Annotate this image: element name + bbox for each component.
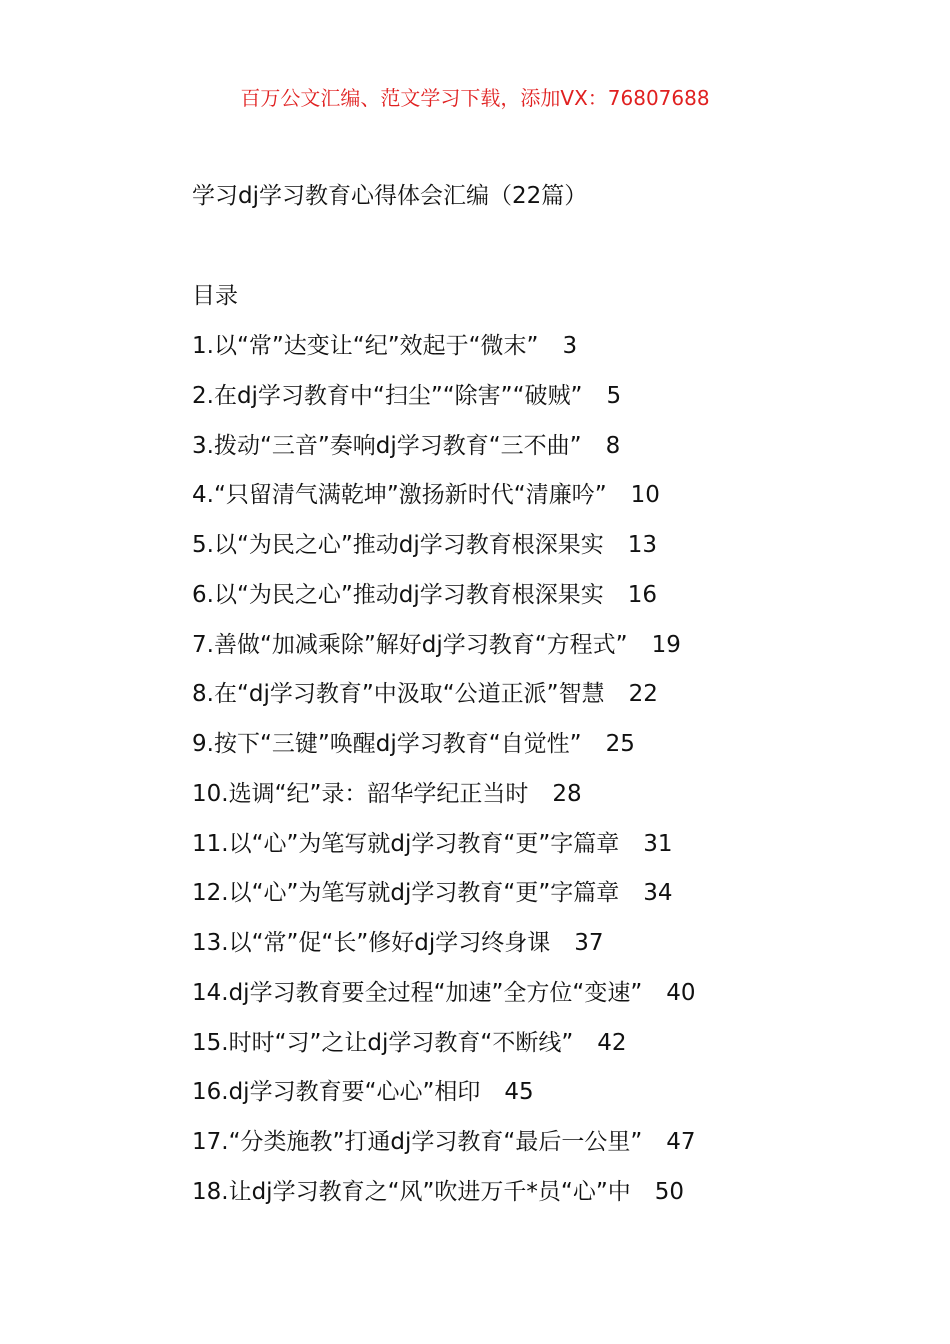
toc-entry-title: 12.以“心”为笔写就dj学习教育“更”字篇章 xyxy=(192,880,620,907)
toc-entry-page: 3 xyxy=(562,333,578,359)
toc-entry xyxy=(192,828,792,878)
toc-entry-title: 18.让dj学习教育之“风”吹进万千*员“心”中 xyxy=(192,1178,631,1205)
toc-entry xyxy=(192,728,792,778)
toc-entry-page: 42 xyxy=(597,1029,627,1056)
toc-entry-title: 16.dj学习教育要“心心”相印 xyxy=(192,1079,481,1106)
toc-entry-page: 37 xyxy=(574,930,604,956)
toc-entry xyxy=(192,430,792,480)
toc-entry-page: 13 xyxy=(627,532,658,558)
toc-entry-page: 45 xyxy=(504,1079,534,1106)
toc-entry-title: 13.以“常”促“长”修好dj学习终身课 xyxy=(192,930,551,956)
toc-entry-title: 7.善做“加减乘除”解好dj学习教育“方程式” xyxy=(192,631,628,658)
toc-entry-title: 15.时时“习”之让dj学习教育“不断线” xyxy=(192,1029,574,1056)
toc-entry xyxy=(192,330,792,380)
toc-entry-title: 8.在“dj学习教育”中汲取“公道正派”智慧 xyxy=(192,681,605,708)
toc-entry xyxy=(192,1027,792,1077)
toc-entry xyxy=(192,629,792,679)
toc-entry xyxy=(192,579,792,629)
toc-entry-title: 11.以“心”为笔写就dj学习教育“更”字篇章 xyxy=(192,830,620,857)
toc-entry xyxy=(192,877,792,927)
toc-entry-page: 10 xyxy=(630,482,660,509)
toc-entry-title: 3.拨动“三音”奏响dj学习教育“三不曲” xyxy=(192,432,582,459)
toc-entry-title: 14.dj学习教育要全过程“加速”全方位“变速” xyxy=(192,979,643,1006)
toc-entry-page: 8 xyxy=(605,432,621,459)
toc-entry-page: 22 xyxy=(628,681,658,708)
toc-entry xyxy=(192,1076,792,1126)
toc-entry xyxy=(192,529,792,579)
toc-entry-title: 4.“只留清气满乾坤”激扬新时代“清廉吟” xyxy=(192,482,607,509)
document-title: 学习dj学习教育心得体会汇编（22篇） xyxy=(192,183,588,209)
toc-entry xyxy=(192,927,792,977)
toc-heading: 目录 xyxy=(192,283,238,309)
download-notice: 百万公文汇编、范文学习下载，添加VX：76807688 xyxy=(240,86,710,110)
toc-entry-page: 5 xyxy=(606,382,622,409)
toc-entry-page: 40 xyxy=(666,979,696,1006)
toc-entry-title: 9.按下“三键”唤醒dj学习教育“自觉性” xyxy=(192,731,582,757)
toc-entry xyxy=(192,678,792,728)
toc-entry xyxy=(192,380,792,430)
toc-entry-page: 16 xyxy=(627,581,658,608)
toc-entry-title: 10.选调“纪”录：韶华学纪正当时 xyxy=(192,780,529,807)
toc-entry-page: 50 xyxy=(654,1178,685,1205)
toc-entry xyxy=(192,1126,792,1176)
toc-entry-page: 25 xyxy=(605,731,635,757)
toc-entry-page: 34 xyxy=(643,880,673,907)
toc-entry xyxy=(192,778,792,828)
toc-entry xyxy=(192,977,792,1027)
toc-entry-title: 6.以“为民之心”推动dj学习教育根深果实 xyxy=(192,581,604,608)
toc-entry-title: 2.在dj学习教育中“扫尘”“除害”“破贼” xyxy=(192,382,583,409)
toc-entry-page: 31 xyxy=(643,830,673,857)
toc-entry-page: 28 xyxy=(552,780,582,807)
toc-entry-page: 47 xyxy=(666,1129,696,1155)
toc-entry-page: 19 xyxy=(651,631,681,658)
toc-entry-title: 1.以“常”达变让“纪”效起于“微末” xyxy=(192,333,539,359)
toc-entry-title: 17.“分类施教”打通dj学习教育“最后一公里” xyxy=(192,1129,643,1155)
table-of-contents xyxy=(192,330,792,1226)
toc-entry xyxy=(192,1176,792,1226)
toc-entry xyxy=(192,479,792,529)
toc-entry-title: 5.以“为民之心”推动dj学习教育根深果实 xyxy=(192,532,604,558)
